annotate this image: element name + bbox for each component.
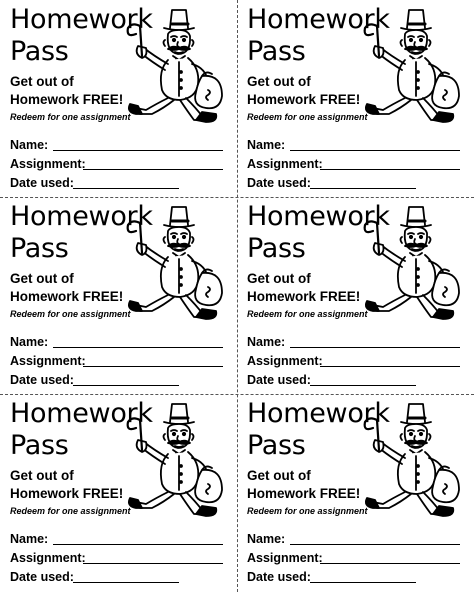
monopoly-man-icon: [355, 201, 465, 321]
redeem-note: Redeem for one assignment: [10, 112, 131, 122]
name-blank-line[interactable]: [290, 347, 460, 348]
name-blank-line[interactable]: [290, 150, 460, 151]
name-field: [247, 334, 285, 350]
assignment-blank-line[interactable]: [320, 563, 460, 564]
homework-pass-card: [0, 197, 237, 394]
pass-tagline: Get out of Homework FREE!: [10, 74, 124, 107]
assignment-blank-line[interactable]: [320, 366, 460, 367]
assignment-blank-line[interactable]: [83, 563, 223, 564]
pass-tagline: Get out of Homework FREE!: [247, 74, 361, 107]
date-used-field: [247, 569, 311, 585]
homework-pass-card: [237, 0, 474, 197]
redeem-note: Redeem for one assignment: [247, 309, 368, 319]
name-label: Name:: [10, 532, 49, 546]
name-label: Name:: [247, 532, 286, 546]
assignment-label: Assignment:: [10, 354, 86, 368]
date-used-blank-line[interactable]: [310, 582, 416, 583]
date-used-label: Date used:: [247, 570, 311, 584]
redeem-note: Redeem for one assignment: [247, 506, 368, 516]
pass-title: Homework Pass: [247, 398, 390, 461]
assignment-blank-line[interactable]: [83, 366, 223, 367]
name-field: [247, 137, 285, 153]
name-label: Name:: [10, 335, 49, 349]
assignment-field: [247, 156, 323, 172]
homework-pass-card: [237, 394, 474, 591]
pass-tagline: Get out of Homework FREE!: [10, 468, 124, 501]
pass-title: Homework Pass: [10, 201, 153, 264]
redeem-note: Redeem for one assignment: [247, 112, 368, 122]
date-used-blank-line[interactable]: [310, 385, 416, 386]
name-field: [10, 531, 48, 547]
pass-title: Homework Pass: [247, 4, 390, 67]
name-blank-line[interactable]: [53, 150, 223, 151]
monopoly-man-icon: [355, 398, 465, 518]
monopoly-man-icon: [355, 4, 465, 124]
homework-pass-card: [0, 394, 237, 591]
date-used-field: [10, 175, 74, 191]
homework-pass-card: [0, 0, 237, 197]
name-field: [10, 334, 48, 350]
assignment-blank-line[interactable]: [320, 169, 460, 170]
name-blank-line[interactable]: [53, 347, 223, 348]
name-blank-line[interactable]: [53, 544, 223, 545]
pass-title: Homework Pass: [10, 4, 153, 67]
date-used-blank-line[interactable]: [73, 188, 179, 189]
pass-tagline: Get out of Homework FREE!: [247, 271, 361, 304]
redeem-note: Redeem for one assignment: [10, 309, 131, 319]
assignment-label: Assignment:: [247, 551, 323, 565]
name-field: [247, 531, 285, 547]
date-used-label: Date used:: [10, 570, 74, 584]
assignment-label: Assignment:: [247, 354, 323, 368]
date-used-blank-line[interactable]: [73, 582, 179, 583]
assignment-blank-line[interactable]: [83, 169, 223, 170]
assignment-label: Assignment:: [10, 551, 86, 565]
pass-tagline: Get out of Homework FREE!: [10, 271, 124, 304]
date-used-field: [10, 372, 74, 388]
name-field: [10, 137, 48, 153]
pass-title: Homework Pass: [10, 398, 153, 461]
assignment-field: [247, 550, 323, 566]
monopoly-man-icon: [118, 201, 228, 321]
date-used-field: [247, 372, 311, 388]
assignment-field: [247, 353, 323, 369]
pass-tagline: Get out of Homework FREE!: [247, 468, 361, 501]
monopoly-man-icon: [118, 398, 228, 518]
assignment-label: Assignment:: [247, 157, 323, 171]
date-used-label: Date used:: [247, 176, 311, 190]
assignment-field: [10, 550, 86, 566]
name-label: Name:: [10, 138, 49, 152]
date-used-blank-line[interactable]: [73, 385, 179, 386]
name-blank-line[interactable]: [290, 544, 460, 545]
assignment-label: Assignment:: [10, 157, 86, 171]
date-used-label: Date used:: [247, 373, 311, 387]
name-label: Name:: [247, 138, 286, 152]
name-label: Name:: [247, 335, 286, 349]
assignment-field: [10, 156, 86, 172]
date-used-field: [247, 175, 311, 191]
date-used-blank-line[interactable]: [310, 188, 416, 189]
date-used-field: [10, 569, 74, 585]
redeem-note: Redeem for one assignment: [10, 506, 131, 516]
homework-pass-card: [237, 197, 474, 394]
date-used-label: Date used:: [10, 373, 74, 387]
assignment-field: [10, 353, 86, 369]
date-used-label: Date used:: [10, 176, 74, 190]
monopoly-man-icon: [118, 4, 228, 124]
pass-title: Homework Pass: [247, 201, 390, 264]
